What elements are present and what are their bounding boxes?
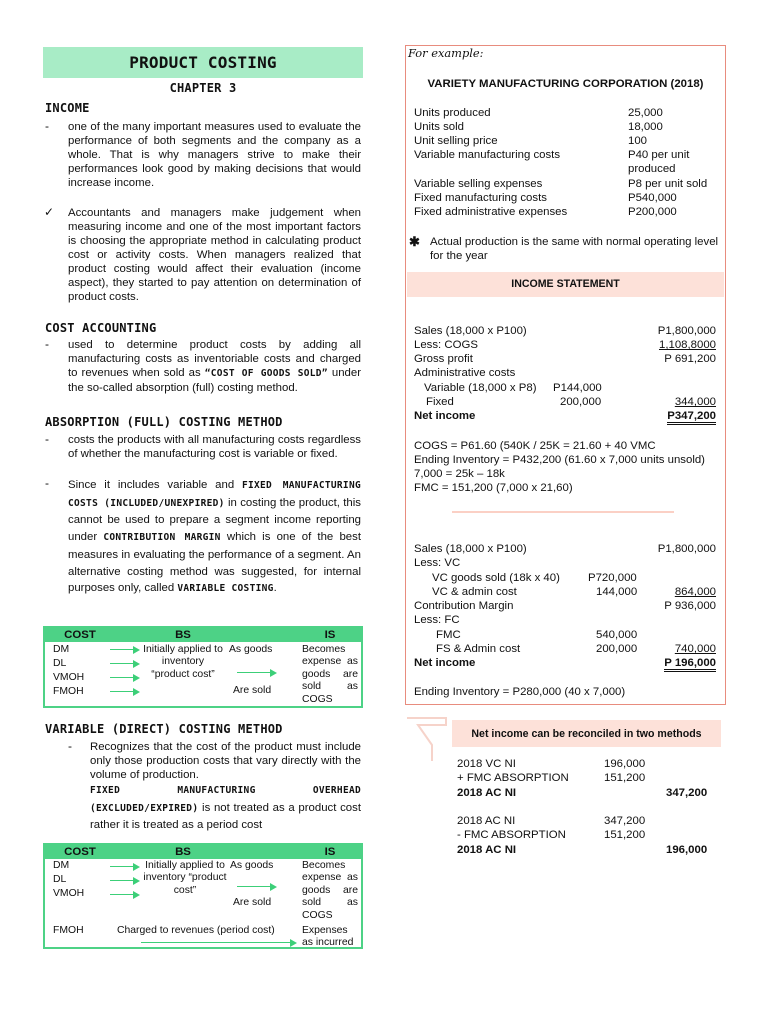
- reconcile-line-value: 196,000: [604, 758, 646, 770]
- fixed-admin-label: Fixed: [426, 396, 454, 408]
- sales-value: P1,800,000: [657, 543, 716, 555]
- arrow-right-icon: [110, 890, 140, 900]
- calc-line: 7,000 = 25k – 18k: [414, 468, 505, 480]
- arrow-right-icon: [141, 938, 297, 948]
- arrow-right-icon: [110, 659, 140, 669]
- ending-inventory-text: Ending Inventory = P280,000 (40 x 7,000): [414, 686, 626, 698]
- reconcile-line-value: 347,200: [604, 815, 646, 827]
- is-description: Becomes expense as goods are sold as COGS: [302, 644, 358, 705]
- income-statement-heading: INCOME STATEMENT: [511, 278, 620, 290]
- fact-value: P8 per unit sold: [628, 178, 708, 190]
- absorption-paragraph-2: Since it includes variable and FIXED MANUFACTURING COSTS (INCLUDED/UNEXPIRED) in costing the product, this cannot be used to prepare a segment income reporting under CONTRIBUTION MARGIN which is one of the best measures in evaluating the performance of a segment. An alternative costing method was suggested, for internal purposes only, called VARIABLE COSTING.: [68, 479, 361, 595]
- as-goods-label: As goods: [230, 860, 274, 871]
- fact-value: P540,000: [628, 192, 677, 204]
- sales-label: Sales (18,000 x P100): [414, 543, 527, 555]
- fact-value: 25,000: [628, 107, 663, 119]
- cost-fmoh: FMOH: [53, 925, 84, 936]
- fs-admin-label: FS & Admin cost: [436, 643, 521, 655]
- fact-label: Variable selling expenses: [414, 178, 543, 190]
- company-title: VARIETY MANUFACTURING CORPORATION (2018): [427, 78, 704, 90]
- fmc-label: FMC: [436, 629, 461, 641]
- cost-dl: DL: [53, 658, 67, 669]
- variable-admin-label: Variable (18,000 x P8): [424, 382, 537, 394]
- reconcile-total-label: 2018 AC NI: [457, 844, 517, 856]
- net-income-value: P347,200: [620, 409, 716, 423]
- are-sold-label: Are sold: [233, 897, 272, 908]
- reconcile-total-label: 2018 AC NI: [457, 787, 517, 799]
- reconcile-total-value: 196,000: [666, 844, 708, 856]
- fact-value: P200,000: [628, 206, 677, 218]
- page-title: PRODUCT COSTING: [43, 47, 363, 78]
- fact-label: Variable manufacturing costs: [414, 149, 561, 161]
- dash-bullet: -: [68, 739, 72, 753]
- table-header-is: IS: [324, 629, 336, 641]
- variable-costing-heading: VARIABLE (DIRECT) COSTING METHOD: [45, 722, 283, 736]
- fmoh-bs-description: Charged to revenues (period cost): [117, 925, 275, 936]
- fs-admin-value: 200,000: [596, 643, 638, 655]
- fmc-value: 540,000: [596, 629, 638, 641]
- admin-total-value: 344,000: [674, 396, 716, 408]
- absorption-paragraph-1: costs the products with all manufacturing costs regardless of whether the manufacturing cost is variable or fixed.: [68, 434, 361, 460]
- asterisk-icon: ✱: [409, 234, 420, 249]
- arrow-right-icon: [237, 668, 277, 678]
- arrow-right-icon: [110, 687, 140, 697]
- reconcile-line-label: + FMC ABSORPTION: [457, 772, 569, 784]
- reconcile-line-value: 151,200: [604, 829, 646, 841]
- contribution-margin-value: P 936,000: [664, 600, 716, 612]
- table-header-bs: BS: [175, 629, 191, 641]
- calc-line: COGS = P61.60 (540K / 25K = 21.60 + 40 VMC: [414, 440, 656, 452]
- absorption-heading: ABSORPTION (FULL) COSTING METHOD: [45, 415, 283, 429]
- fact-label: Fixed administrative expenses: [414, 206, 568, 218]
- reconcile-total-value: 347,200: [666, 787, 708, 799]
- cost-accounting-paragraph: used to determine product costs by adding all manufacturing costs as inventoriable costs and charged to revenues when sold as “COST OF GOODS SOLD” under the so-called absorption (full) costing method.: [68, 339, 361, 394]
- table-header-cost: COST: [64, 629, 96, 641]
- for-example-label: For example:: [408, 46, 484, 60]
- arrow-right-icon: [110, 645, 140, 655]
- cost-vmoh: VMOH: [53, 672, 85, 683]
- gross-profit-label: Gross profit: [414, 353, 473, 365]
- bs-description: Initially applied to inventory “product cost”: [143, 644, 223, 680]
- admin-costs-label: Administrative costs: [414, 367, 516, 379]
- cost-fmoh: FMOH: [53, 686, 84, 697]
- vc-goods-sold-label: VC goods sold (18k x 40): [432, 572, 560, 584]
- variable-paragraph-2: FIXED MANUFACTURING OVERHEAD (EXCLUDED/EXPIRED) is not treated as a product cost rather it is treated as a period cost: [90, 785, 361, 832]
- fact-label: Fixed manufacturing costs: [414, 192, 547, 204]
- fact-label: Units sold: [414, 121, 465, 133]
- chapter-label: CHAPTER 3: [169, 81, 237, 95]
- gross-profit-value: P 691,200: [664, 353, 716, 365]
- are-sold-label: Are sold: [233, 685, 272, 696]
- reconcile-line-label: 2018 AC NI: [457, 815, 516, 827]
- cost-dm: DM: [53, 644, 70, 655]
- fact-value: P40 per unit produced: [628, 149, 690, 175]
- cost-dl: DL: [53, 874, 67, 885]
- is-description: Becomes expense as goods are sold as COGS: [302, 860, 358, 921]
- reconcile-heading: Net income can be reconciled in two methods: [471, 728, 702, 740]
- cost-accounting-heading: COST ACCOUNTING: [45, 321, 157, 335]
- reconcile-line-label: 2018 VC NI: [457, 758, 516, 770]
- dash-bullet: -: [45, 337, 49, 351]
- arrow-right-icon: [237, 882, 277, 892]
- variable-costing-table: [43, 843, 363, 949]
- income-heading: INCOME: [45, 101, 90, 115]
- net-income-value: P 196,000: [620, 656, 716, 670]
- variable-paragraph-1: Recognizes that the cost of the product must include only those production costs that vary directly with the volume of production.: [90, 741, 361, 781]
- fact-value: 100: [628, 135, 648, 147]
- less-vc-label: Less: VC: [414, 557, 461, 569]
- less-fc-label: Less: FC: [414, 614, 460, 626]
- calc-line: FMC = 151,200 (7,000 x 21,60): [414, 482, 573, 494]
- note-text: Actual production is the same with normal operating level for the year: [430, 236, 719, 262]
- net-income-label: Net income: [414, 657, 476, 669]
- sales-label: Sales (18,000 x P100): [414, 325, 527, 337]
- check-icon: ✓: [44, 205, 55, 219]
- vc-goods-sold-value: P720,000: [588, 572, 637, 584]
- absorption-costing-table: [43, 626, 363, 708]
- fact-value: 18,000: [628, 121, 663, 133]
- bs-description: Initially applied to inventory “product cost”: [143, 860, 227, 896]
- fact-label: Units produced: [414, 107, 491, 119]
- fact-label: Unit selling price: [414, 135, 498, 147]
- cost-vmoh: VMOH: [53, 888, 85, 899]
- divider: [452, 511, 674, 513]
- vc-admin-label: VC & admin cost: [432, 586, 517, 598]
- vc-total-value: 864,000: [674, 586, 716, 598]
- sales-value: P1,800,000: [657, 325, 716, 337]
- arrow-right-icon: [110, 673, 140, 683]
- calc-line: Ending Inventory = P432,200 (61.60 x 7,000 units unsold): [414, 454, 705, 466]
- cogs-label: Less: COGS: [414, 339, 478, 351]
- fmoh-is-description: Expenses as incurred: [302, 925, 354, 949]
- table-header-cost: COST: [64, 846, 96, 858]
- dash-bullet: -: [45, 476, 49, 490]
- table-header-bs: BS: [175, 846, 191, 858]
- dash-bullet: -: [45, 119, 49, 133]
- variable-admin-value: P144,000: [553, 382, 602, 394]
- reconcile-line-value: 151,200: [604, 772, 646, 784]
- arrow-right-icon: [110, 862, 140, 872]
- fixed-admin-value: 200,000: [560, 396, 602, 408]
- dash-bullet: -: [45, 432, 49, 446]
- as-goods-label: As goods: [229, 644, 273, 655]
- cogs-value: 1,108,8000: [658, 339, 716, 351]
- corner-decoration-icon: [406, 717, 452, 763]
- arrow-right-icon: [110, 876, 140, 886]
- contribution-margin-label: Contribution Margin: [414, 600, 514, 612]
- net-income-label: Net income: [414, 410, 476, 422]
- fc-total-value: 740,000: [674, 643, 716, 655]
- income-paragraph-2: Accountants and managers make judgement when measuring income and one of the most important factors is choosing the appropriate method in calculating product cost or activity costs. When managers realized that product costing would affect their evaluation (income aspect), they started to pay attention on determination of product costs.: [68, 207, 361, 303]
- reconcile-line-label: - FMC ABSORPTION: [457, 829, 566, 841]
- table-header-is: IS: [324, 846, 336, 858]
- cost-dm: DM: [53, 860, 70, 871]
- vc-admin-value: 144,000: [596, 586, 638, 598]
- income-paragraph-1: one of the many important measures used to evaluate the performance of both segments and the company as a whole. That is why managers strive to make their performances look good by making decisions that would increase income.: [68, 121, 361, 189]
